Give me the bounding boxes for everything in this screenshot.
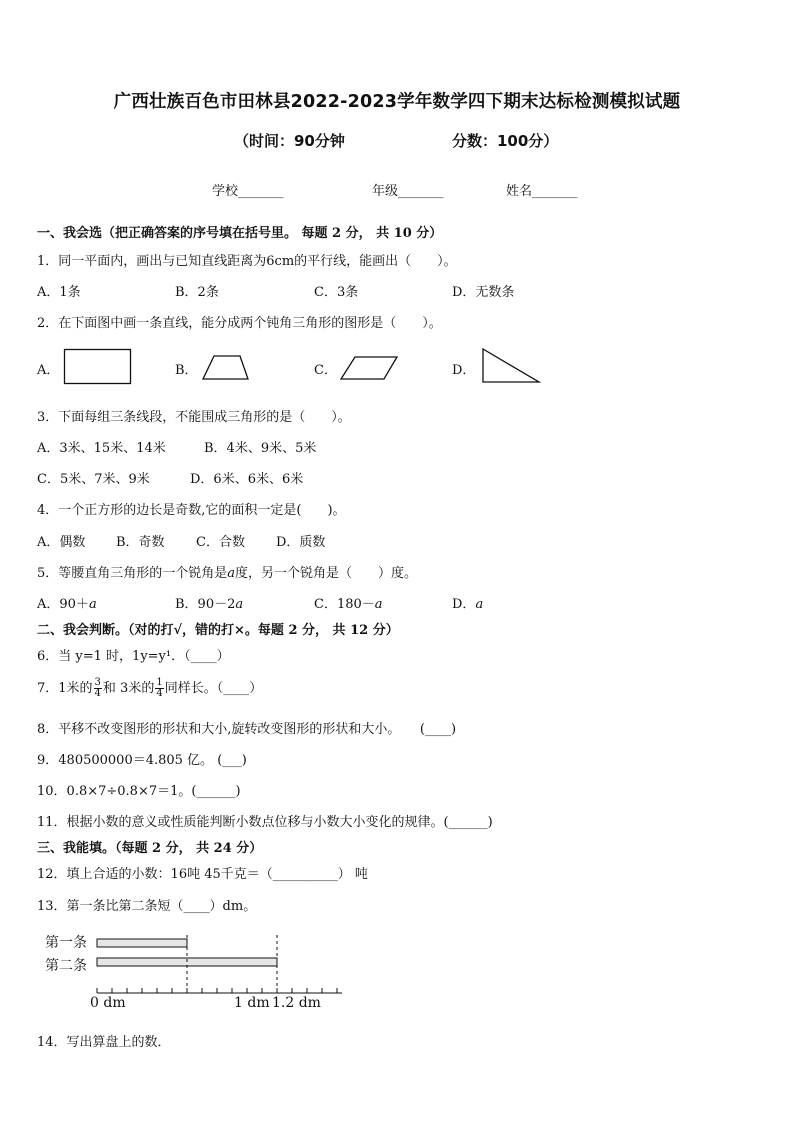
question-11: 11．根据小数的意义或性质能判断小数点位移与小数大小变化的规律。(______) xyxy=(37,815,493,830)
exam-score: 分数：100分） xyxy=(452,132,559,150)
q1-option-b: B．2条 xyxy=(175,285,219,300)
q2-option-b: B． xyxy=(175,363,198,378)
q3-option-c: C．5米、7米、9米 xyxy=(37,472,150,487)
q2-option-d: D． xyxy=(452,363,476,378)
question-13: 13．第一条比第二条短（____）dm。 xyxy=(37,899,257,914)
q4-option-a: A．偶数 xyxy=(37,535,86,550)
question-7: 7．1米的 $\frac{3}{4}$ 和 3米的 $\frac{1}{4}$ 同样长。（____） xyxy=(37,677,263,699)
question-12: 12．填上合适的小数：16吨 45千克＝（__________） 吨 xyxy=(37,867,368,882)
q1-option-a: A．1条 xyxy=(37,285,81,300)
section-heading-judge: 二、我会判断。（对的打√，错的打×。每题 2 分， 共 12 分） xyxy=(37,623,399,638)
question-4-stem: 4．一个正方形的边长是奇数,它的面积一定是( )。 xyxy=(37,503,346,518)
tick-label-1-2: 1.2 dm xyxy=(272,995,321,1011)
q2-option-c: C． xyxy=(314,363,337,378)
exam-time: （时间：90分钟 xyxy=(234,132,345,150)
tick-label-1: 1 dm xyxy=(234,995,270,1011)
fraction-1-4: $\frac{1}{4}$ xyxy=(156,677,163,699)
question-10: 10．0.8×7÷0.8×7＝1。(______) xyxy=(37,784,241,799)
section-heading-choice: 一、我会选（把正确答案的序号填在括号里。 每题 2 分， 共 10 分） xyxy=(37,226,443,241)
q5-option-b: B．90－2a xyxy=(175,597,244,612)
q1-option-d: D．无数条 xyxy=(452,285,515,300)
q3-option-b: B．4米、9米、5米 xyxy=(204,441,317,456)
school-field: 学校_______ xyxy=(212,184,284,199)
q4-option-b: B．奇数 xyxy=(116,535,165,550)
q3-option-d: D．6米、6米、6米 xyxy=(190,472,304,487)
grade-field: 年级_______ xyxy=(372,184,444,199)
question-3-stem: 3．下面每组三条线段，不能围成三角形的是（ ）。 xyxy=(37,410,351,425)
bar-label-first: 第一条 xyxy=(45,935,87,951)
tick-label-0: 0 dm xyxy=(90,995,126,1011)
question-9: 9．480500000＝4.805 亿。 (___) xyxy=(37,753,247,768)
section-heading-fill: 三、我能填。（每题 2 分， 共 24 分） xyxy=(37,841,263,856)
q3-option-a: A．3米、15米、14米 xyxy=(37,441,166,456)
q2-option-a: A． xyxy=(37,363,60,378)
q4-option-c: C．合数 xyxy=(196,535,245,550)
question-8: 8．平移不改变图形的形状和大小,旋转改变图形的形状和大小。 (____) xyxy=(37,722,457,737)
q5-var: a xyxy=(227,566,236,581)
q1-option-c: C．3条 xyxy=(314,285,359,300)
fraction-3-4: $\frac{3}{4}$ xyxy=(94,677,101,699)
q4-option-d: D．质数 xyxy=(276,535,326,550)
question-1-stem: 1．同一平面内，画出与已知直线距离为6cm的平行线，能画出（ ）。 xyxy=(37,254,457,269)
q5-stem-pre: 5．等腰直角三角形的一个锐角是 xyxy=(37,566,228,581)
q5-option-a: A．90＋a xyxy=(37,597,97,612)
bar-label-second: 第二条 xyxy=(45,958,87,974)
page-title: 广西壮族百色市田林县2022-2023学年数学四下期末达标检测模拟试题 xyxy=(113,92,681,112)
question-2-stem: 2．在下面图中画一条直线，能分成两个钝角三角形的图形是（ ）。 xyxy=(37,316,442,331)
bar-first xyxy=(97,939,187,947)
q5-stem-post: 度，另一个锐角是（ ）度。 xyxy=(235,566,418,581)
q5-option-c: C．180－a xyxy=(314,597,383,612)
question-6: 6．当 y=1 时，1y=y¹．（____） xyxy=(37,649,230,664)
question-14: 14．写出算盘上的数． xyxy=(37,1035,171,1050)
q5-option-d: D．a xyxy=(452,597,484,612)
axis-ticks xyxy=(97,988,337,993)
name-field: 姓名_______ xyxy=(506,184,578,199)
